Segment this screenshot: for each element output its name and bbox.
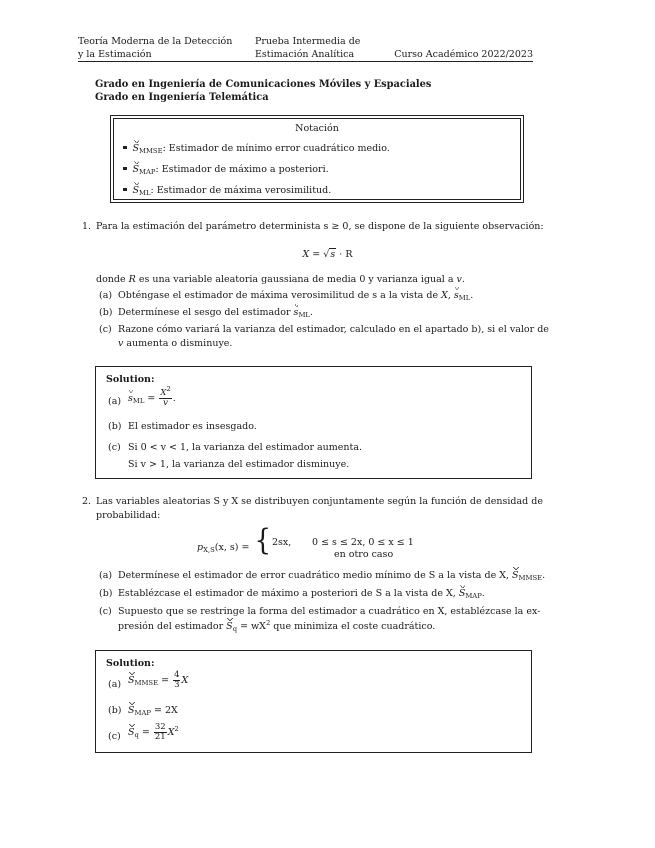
notation-box (110, 115, 524, 203)
q1-b-sym: s (293, 307, 299, 318)
q1-c-body2: aumenta o disminuye. (123, 338, 233, 349)
degree-list (95, 78, 431, 104)
q2-c-post: que minimiza el coste cuadrático. (270, 621, 436, 632)
notation-subscript: MMSE (139, 147, 163, 155)
header-exam-line2: Estimación Analítica (255, 49, 355, 60)
q2-pdf-equation (197, 524, 273, 558)
eq-rhs: · R (339, 249, 353, 260)
brace-icon: { (254, 524, 271, 558)
q1-a-sym: s (453, 290, 459, 301)
eq-equals: = (312, 249, 321, 260)
sol2-a-den: 3 (174, 680, 180, 690)
notation-desc: : Estimador de mínimo error cuadrático medio. (162, 143, 390, 154)
q2-c-line1: Supuesto que se restringe la forma del estimador a cuadrático en X, establézcase la ex- (118, 606, 541, 617)
q2-c-sup: 2 (265, 619, 271, 627)
q2-c-pre: presión del estimador (118, 621, 227, 632)
sol1-b-label: (b) (108, 421, 122, 432)
sol1-a-den: v (163, 398, 168, 408)
q1-after-v: v (456, 274, 462, 285)
pdf-case1-value: 2sx, (272, 537, 292, 548)
q1-after-mid: es una variable aleatoria gaussiana de media 0 y varianza igual a (135, 274, 457, 285)
q2-c-sub: q (232, 625, 238, 633)
sol2-c-formula: $S_q$ = $\frac{32}{21}$ $X^2$ (128, 722, 179, 742)
solution-2-title: Solution: (106, 658, 155, 669)
q2-c-line2 (118, 621, 435, 633)
sol2-c-num: 32 (154, 722, 166, 732)
notation-symbol: S (132, 143, 140, 154)
notation-desc: : Estimador de máximo a posteriori. (155, 164, 329, 175)
sol2-a-formula: $S_{MMSE}$ = $\frac{4}{3}$ X (128, 670, 189, 690)
page-header (78, 35, 533, 62)
sol2-c-tail: X (167, 727, 175, 738)
sqrt-radicand (329, 248, 336, 260)
sol1-b-text: El estimador es insesgado. (128, 421, 257, 432)
q2-b-sym: S (458, 588, 466, 599)
header-academic-year: Curso Académico 2022/2023 (394, 49, 533, 60)
q1-number: 1. (82, 221, 92, 232)
bullet-icon (123, 188, 127, 192)
sol1-a-num-sup: 2 (166, 385, 171, 393)
q1-b-label: (b) (99, 307, 113, 318)
pdf-p: p (197, 541, 204, 553)
notation-subscript: MAP (139, 168, 156, 176)
sol2-c-sup: 2 (174, 725, 179, 733)
sol2-c-sub: q (134, 731, 139, 739)
q2-b-body: Establézcase el estimador de máximo a posteriori de S a la vista de X, (118, 588, 459, 599)
sol2-b-label: (b) (108, 705, 122, 716)
q1-c-label: (c) (99, 324, 112, 335)
q2-intro-line2: probabilidad: (96, 510, 161, 521)
header-exam-line1: Prueba Intermedia de (255, 36, 361, 47)
header-exam-title (255, 35, 360, 61)
q2-b-label: (b) (99, 588, 113, 599)
pdf-args: (x, s) = (214, 541, 250, 553)
q1-b-text: Determínese el sesgo del estimador $s_{ML}$. (118, 307, 313, 319)
q2-a-body: Determínese el estimador de error cuadrático medio mínimo de S a la vista de X, (118, 570, 513, 581)
solution-1-title: Solution: (106, 374, 155, 385)
sol2-a-tail: X (181, 675, 189, 686)
sol1-a-formula: $s_{ML}$ = $\frac{X^2}{v}$ . (128, 385, 176, 408)
pdf-lhs (197, 542, 249, 553)
header-course-title (78, 35, 232, 61)
eq-lhs: X (302, 249, 310, 260)
notation-symbol: S (132, 164, 140, 175)
eq-s: s (330, 249, 336, 260)
q2-a-sym: S (512, 570, 519, 581)
sol2-c-label: (c) (108, 731, 121, 742)
q1-b-body: Determínese el sesgo del estimador (118, 307, 294, 318)
q1-a-text: Obténgase el estimador de máxima verosimilitud de s a la vista de X, $s_{ML}$. (118, 290, 474, 302)
notation-subscript: ML (139, 189, 151, 197)
q2-c-label: (c) (99, 606, 112, 617)
q2-b-sub: MAP (465, 592, 482, 600)
sqrt-symbol: √ (323, 249, 330, 260)
q2-intro-line1: Las variables aleatorias S y X se distribuyen conjuntamente según la función de densidad de (96, 496, 543, 507)
sol1-a-sub: ML (132, 397, 145, 405)
sol1-a-num: X (160, 388, 167, 398)
solution-2-box (95, 650, 532, 753)
degree-2: Grado en Ingeniería Telemática (95, 92, 269, 103)
pdf-case2-cond: en otro caso (334, 549, 394, 560)
sol1-c-label: (c) (108, 442, 121, 453)
q1-intro: Para la estimación del parámetro determinista s ≥ 0, se dispone de la siguiente observación: (96, 221, 544, 232)
q2-b-text: Establézcase el estimador de máximo a posteriori de S a la vista de X, $S_{MAP}$. (118, 588, 485, 600)
q1-c-line2 (118, 338, 232, 350)
q2-c-eq: = wX (237, 621, 266, 632)
notation-title: Notación (295, 123, 339, 134)
q1-c-v: v (118, 338, 124, 349)
q1-a-label: (a) (99, 290, 113, 301)
sol2-c-den: 21 (154, 732, 166, 742)
q2-a-sub: MMSE (518, 574, 543, 582)
notation-item-ml (123, 185, 331, 197)
q2-a-text: Determínese el estimador de error cuadrático medio mínimo de S a la vista de X, $S_{MMSE}$. (118, 570, 546, 582)
q1-after-text (96, 274, 465, 286)
header-course-line1: Teoría Moderna de la Detección (78, 36, 233, 47)
sol1-a-label: (a) (108, 396, 122, 407)
notation-symbol: S (132, 185, 140, 196)
q1-a-body: Obténgase el estimador de máxima verosimilitud de s a la vista de (118, 290, 442, 301)
q1-a-X: X (441, 290, 448, 301)
sol1-c-line2: Si v > 1, la varianza del estimador disminuye. (128, 459, 350, 470)
notation-item-map (123, 164, 329, 176)
solution-1-box (95, 366, 532, 479)
sol2-a-sub: MMSE (134, 679, 159, 687)
pdf-case1-cond: 0 ≤ s ≤ 2x, 0 ≤ x ≤ 1 (312, 537, 414, 548)
sol1-a-fraction (159, 385, 171, 408)
notation-item-mmse (123, 143, 390, 155)
sol2-a-label: (a) (108, 679, 122, 690)
sol2-c-sym: S (128, 727, 135, 738)
sol2-b-sub: MAP (134, 709, 151, 717)
q1-equation (0, 248, 655, 261)
sol2-a-fraction (173, 671, 180, 690)
sol1-a-sym: s (128, 393, 133, 404)
q1-after-pre: donde (96, 274, 129, 285)
sol2-a-num: 4 (174, 670, 180, 680)
sol2-b-formula (128, 705, 178, 717)
header-course-line2: y la Estimación (78, 49, 152, 60)
notation-desc: : Estimador de máxima verosimilitud. (150, 185, 332, 196)
sol2-c-fraction (154, 723, 167, 742)
pdf-sub: X,S (203, 545, 215, 554)
q1-after-end: . (461, 274, 465, 285)
notation-inner-frame (113, 118, 521, 200)
bullet-icon (123, 146, 127, 150)
q2-c-sym: S (226, 621, 233, 632)
q2-number: 2. (82, 496, 92, 507)
sol1-c-line1: Si 0 < v < 1, la varianza del estimador aumenta. (128, 442, 363, 453)
q1-c-line1: Razone cómo variará la varianza del estimador, calculado en el apartado b), si el valor de (118, 324, 549, 335)
sol2-a-sym: S (128, 675, 135, 686)
q1-b-sub: ML (298, 311, 310, 319)
sol2-b-rhs: = 2X (150, 705, 178, 716)
degree-1: Grado en Ingeniería de Comunicaciones Móviles y Espaciales (95, 79, 432, 90)
bullet-icon (123, 167, 127, 171)
q2-a-label: (a) (99, 570, 113, 581)
sol2-b-sym: S (128, 705, 135, 716)
q1-after-R: R (128, 274, 136, 285)
q1-a-sub: ML (458, 294, 471, 302)
